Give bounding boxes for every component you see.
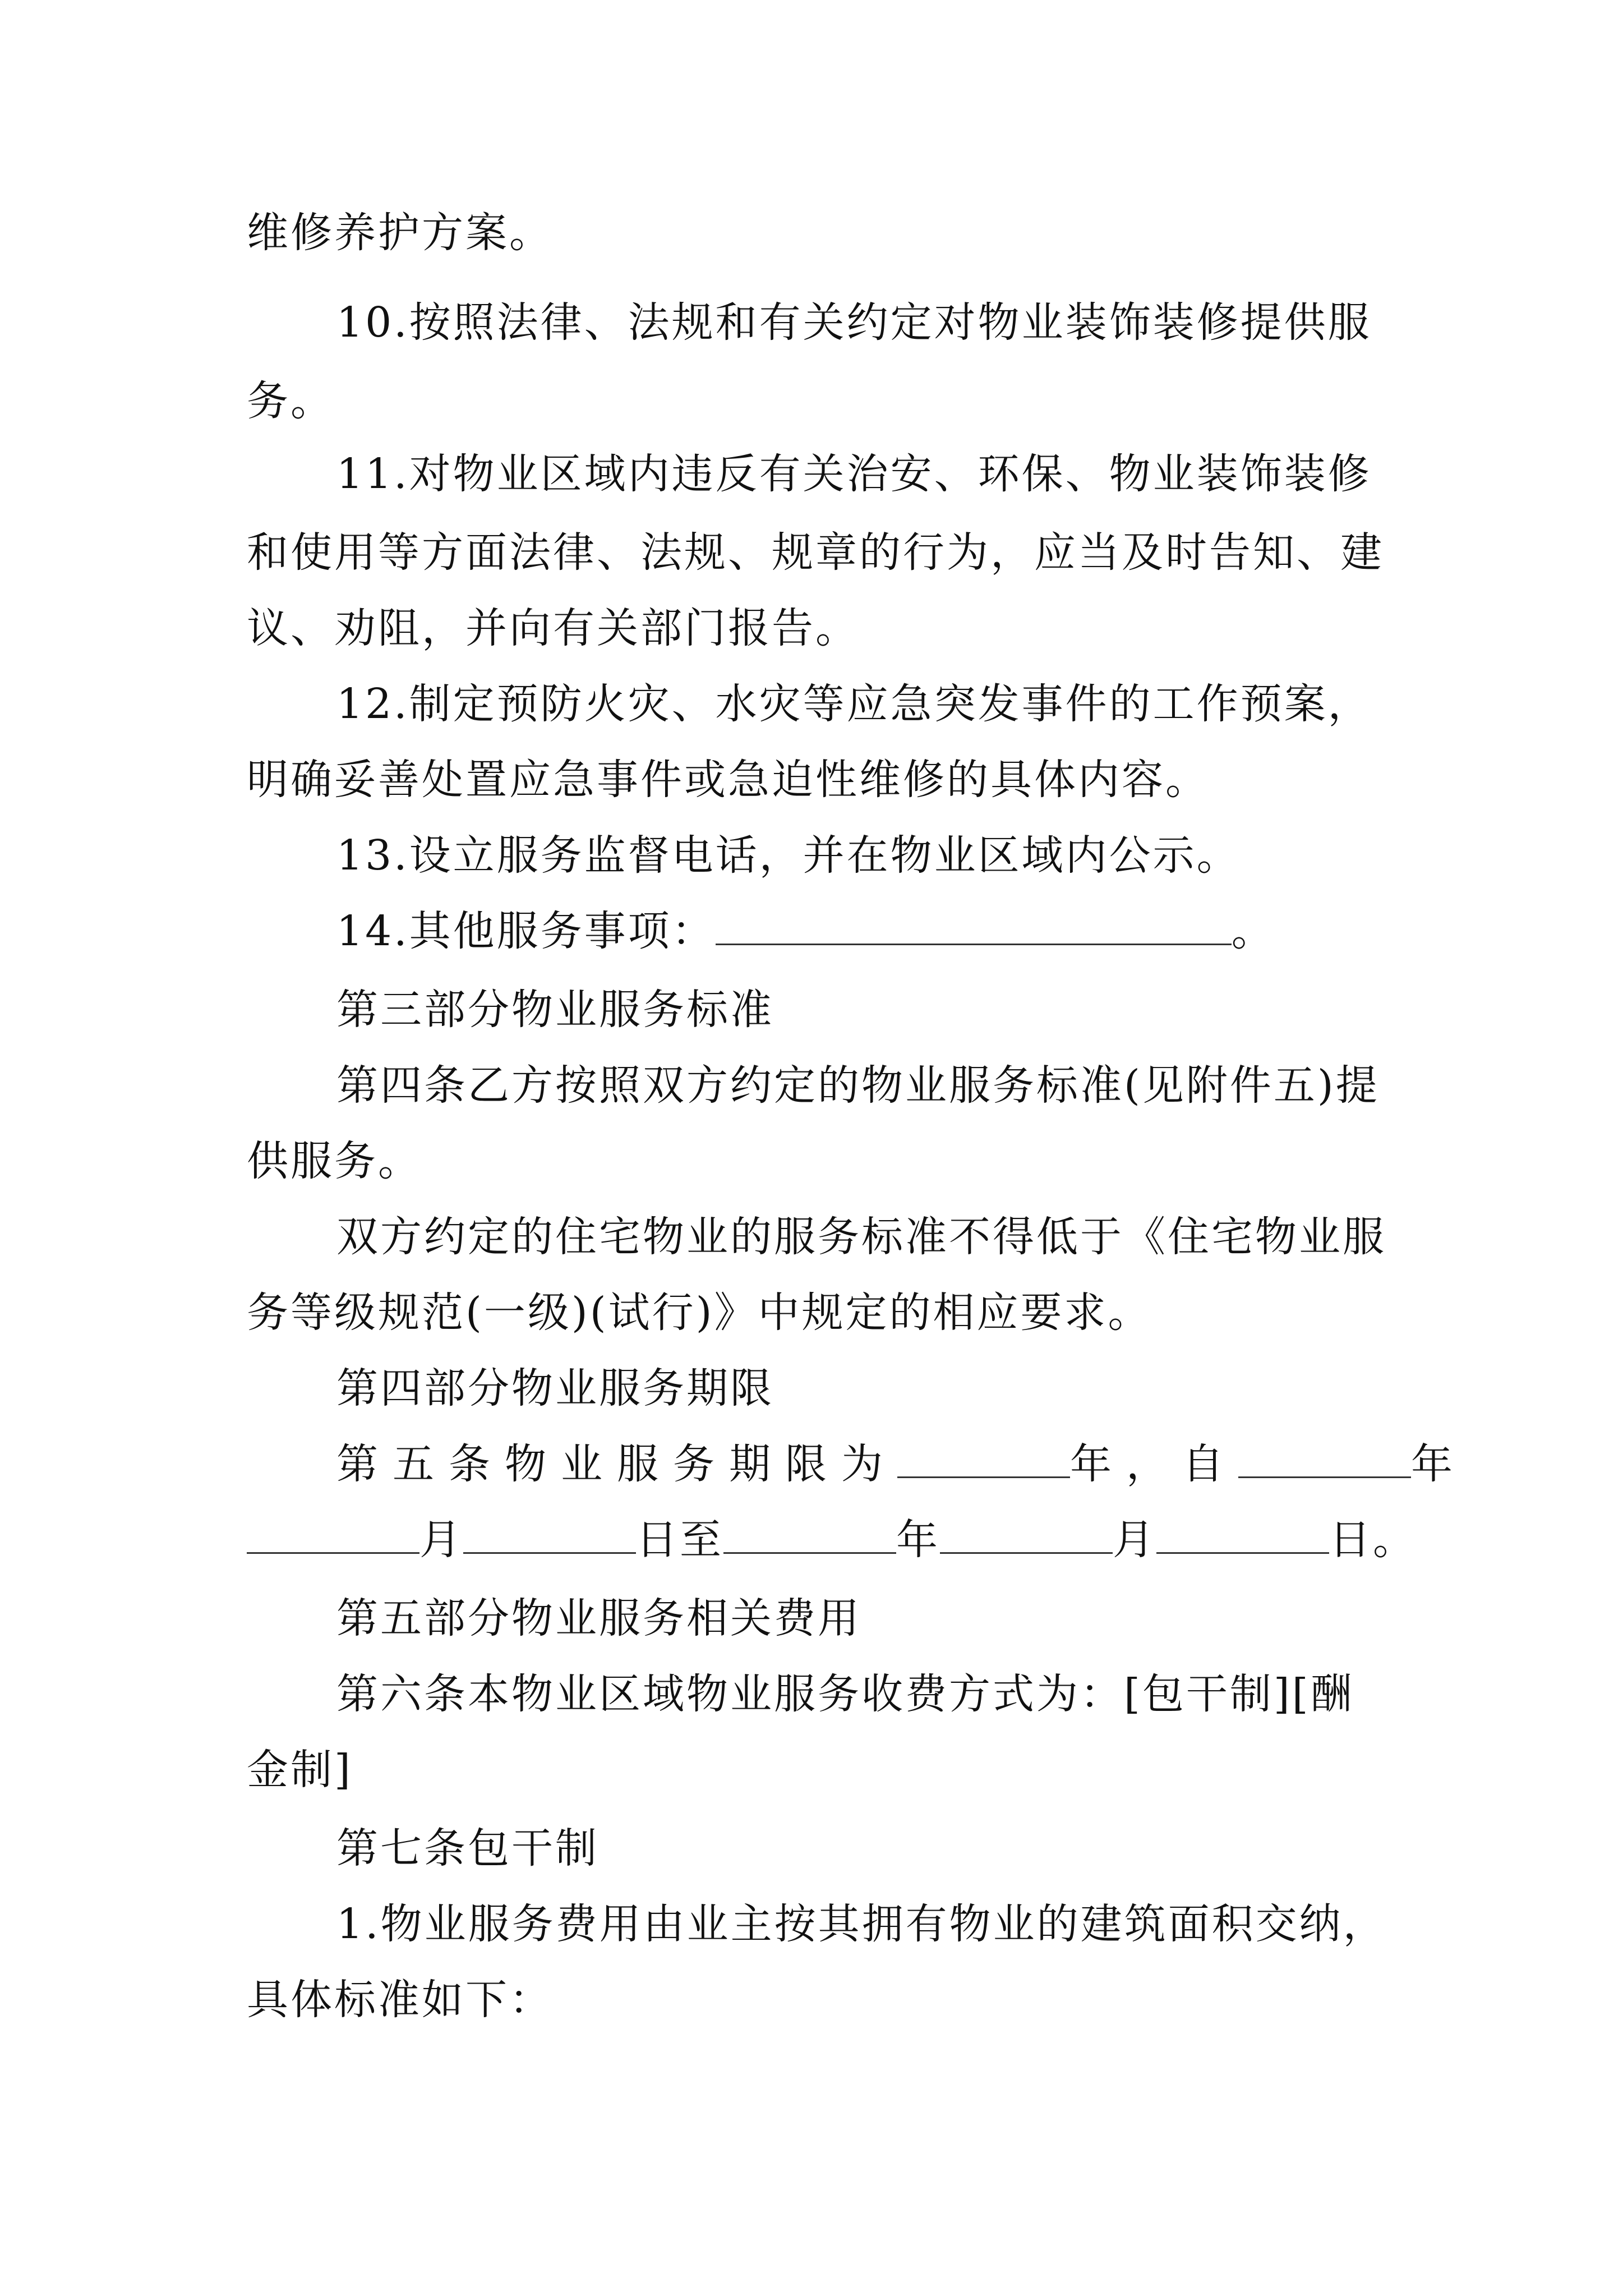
paragraph-line: 第六条本物业区域物业服务收费方式为：[包干制][酬 <box>336 1670 1354 1718</box>
paragraph-line: 11.对物业区域内违反有关治安、环保、物业装饰装修 <box>336 450 1372 498</box>
paragraph-line <box>247 1512 1417 1568</box>
fill-in-blank <box>716 907 1232 945</box>
paragraph-line: 12.制定预防火灾、水灾等应急突发事件的工作预案， <box>336 680 1372 728</box>
line-text: 月 <box>1113 1516 1156 1564</box>
paragraph-line: 10.按照法律、法规和有关约定对物业装饰装修提供服 <box>336 298 1372 347</box>
paragraph-line: 务等级规范(一级)(试行)》中规定的相应要求。 <box>247 1289 1152 1337</box>
section-heading: 第七条包干制 <box>336 1824 599 1872</box>
fill-in-blank <box>723 1515 896 1554</box>
fill-in-blank <box>940 1515 1113 1554</box>
paragraph-line <box>336 903 1391 959</box>
line-text: 日。 <box>1329 1516 1417 1564</box>
paragraph-line: 13.设立服务监督电话，并在物业区域内公示。 <box>336 831 1241 880</box>
line-text: 日至 <box>636 1516 723 1564</box>
paragraph-line: 供服务。 <box>247 1137 422 1185</box>
fill-in-blank <box>1156 1515 1329 1554</box>
paragraph-line: 和使用等方面法律、法规、规章的行为，应当及时告知、建 <box>247 528 1384 577</box>
fill-in-blank <box>247 1515 419 1554</box>
section-heading: 第三部分物业服务标准 <box>336 986 774 1034</box>
line-text: 年 <box>1411 1440 1467 1488</box>
line-text: 月 <box>419 1516 463 1564</box>
line-text: 。 <box>1231 907 1275 955</box>
line-text: 年，自 <box>1070 1440 1238 1488</box>
line-text: 年 <box>896 1516 940 1564</box>
paragraph-line: 具体标准如下： <box>247 1976 553 2024</box>
section-heading: 第五部分物业服务相关费用 <box>336 1594 861 1642</box>
paragraph-line: 双方约定的住宅物业的服务标准不得低于《住宅物业服 <box>336 1213 1386 1261</box>
line-text: 14.其他服务事项： <box>336 907 716 955</box>
paragraph-line: 务。 <box>247 377 334 425</box>
paragraph-line: 议、劝阻，并向有关部门报告。 <box>247 604 859 652</box>
line-text: 第五条物业服务期限为 <box>336 1440 897 1488</box>
paragraph-line <box>336 1436 1467 1492</box>
paragraph-line: 金制] <box>247 1746 353 1794</box>
paragraph-line: 维修养护方案。 <box>247 209 553 257</box>
paragraph-line: 第四条乙方按照双方约定的物业服务标准(见附件五)提 <box>336 1061 1380 1110</box>
paragraph-line: 明确妥善处置应急事件或急迫性维修的具体内容。 <box>247 756 1209 804</box>
fill-in-blank <box>897 1439 1070 1478</box>
section-heading: 第四部分物业服务期限 <box>336 1364 774 1412</box>
fill-in-blank <box>463 1515 636 1554</box>
fill-in-blank <box>1238 1439 1411 1478</box>
paragraph-line: 1.物业服务费用由业主按其拥有物业的建筑面积交纳， <box>336 1900 1387 1948</box>
